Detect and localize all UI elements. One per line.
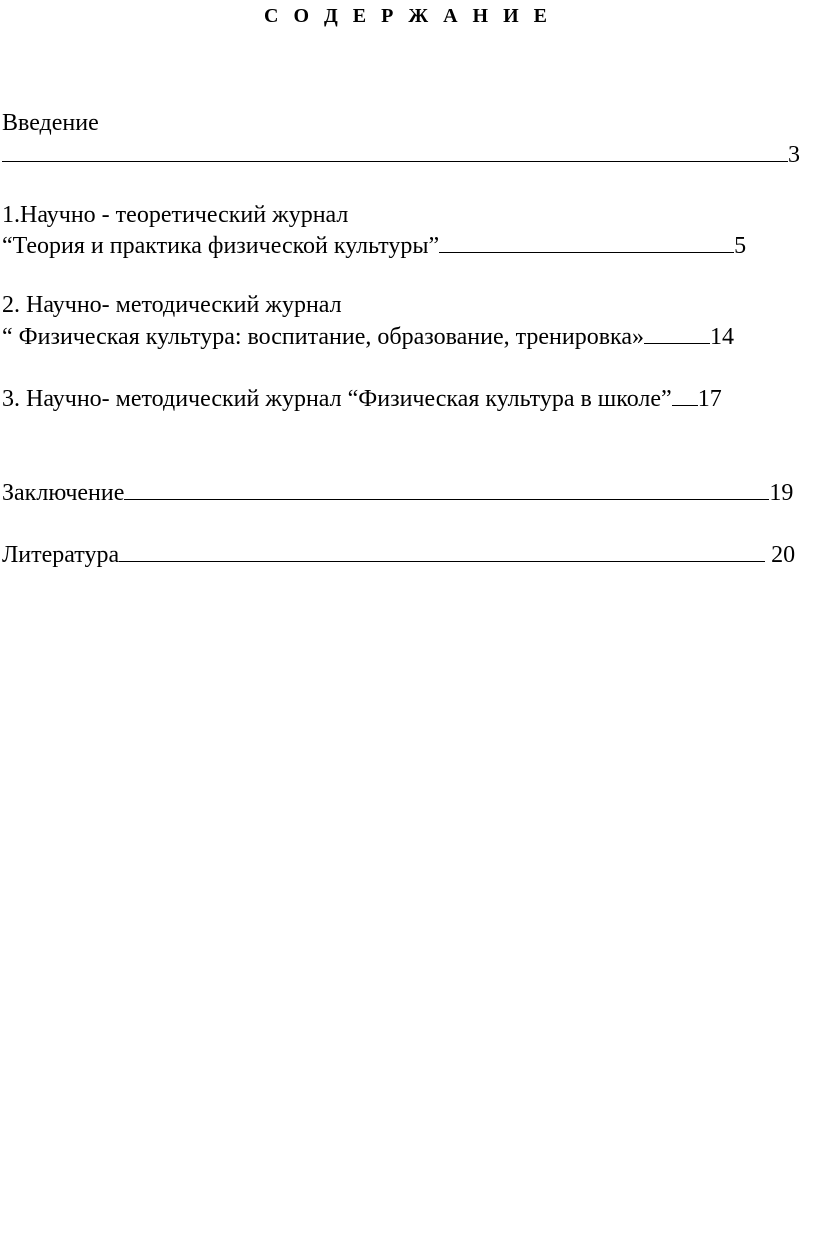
- toc-entry-2-line2: “ Физическая культура: воспитание, образование, тренировка»: [2, 324, 644, 350]
- toc-entry-1-line1: 1.Научно - теоретический журнал: [2, 202, 349, 228]
- toc-leader-line: [119, 541, 765, 562]
- toc-entry-conclusion-page: 19: [769, 480, 794, 506]
- toc-entry-conclusion-row: [2, 478, 793, 508]
- toc-entry-2-line2-row: [2, 322, 734, 352]
- toc-entry-3-line1: 3. Научно- методический журнал “Физическая культура в школе”: [2, 386, 672, 412]
- toc-entry-1-page: 5: [734, 233, 747, 259]
- toc-leader-line: [644, 323, 710, 344]
- toc-entry-conclusion-title: Заключение: [2, 480, 125, 506]
- toc-entry-intro-title: Введение: [2, 110, 99, 136]
- toc-entry-1-line2-row: [2, 231, 746, 261]
- toc-leader-line: [672, 385, 698, 406]
- toc-entry-intro-leader-row: [2, 140, 800, 170]
- toc-leader-line: [124, 479, 769, 500]
- toc-leader-line: [439, 232, 734, 253]
- toc-entry-1-line2: “Теория и практика физической культуры”: [2, 233, 440, 259]
- toc-entry-intro-page: 3: [788, 142, 800, 168]
- toc-entry-3-row: [2, 384, 722, 414]
- toc-entry-3-page: 17: [697, 386, 722, 412]
- toc-entry-literature-title: Литература: [2, 542, 120, 568]
- toc-entry-literature-row: [2, 540, 795, 570]
- toc-entry-2-line1: 2. Научно- методический журнал: [2, 292, 342, 318]
- toc-leader-line: [2, 141, 788, 162]
- toc-entry-literature-page: 20: [765, 542, 796, 568]
- page-title: С О Д Е Р Ж А Н И Е: [264, 5, 552, 27]
- toc-entry-2-page: 14: [710, 324, 734, 350]
